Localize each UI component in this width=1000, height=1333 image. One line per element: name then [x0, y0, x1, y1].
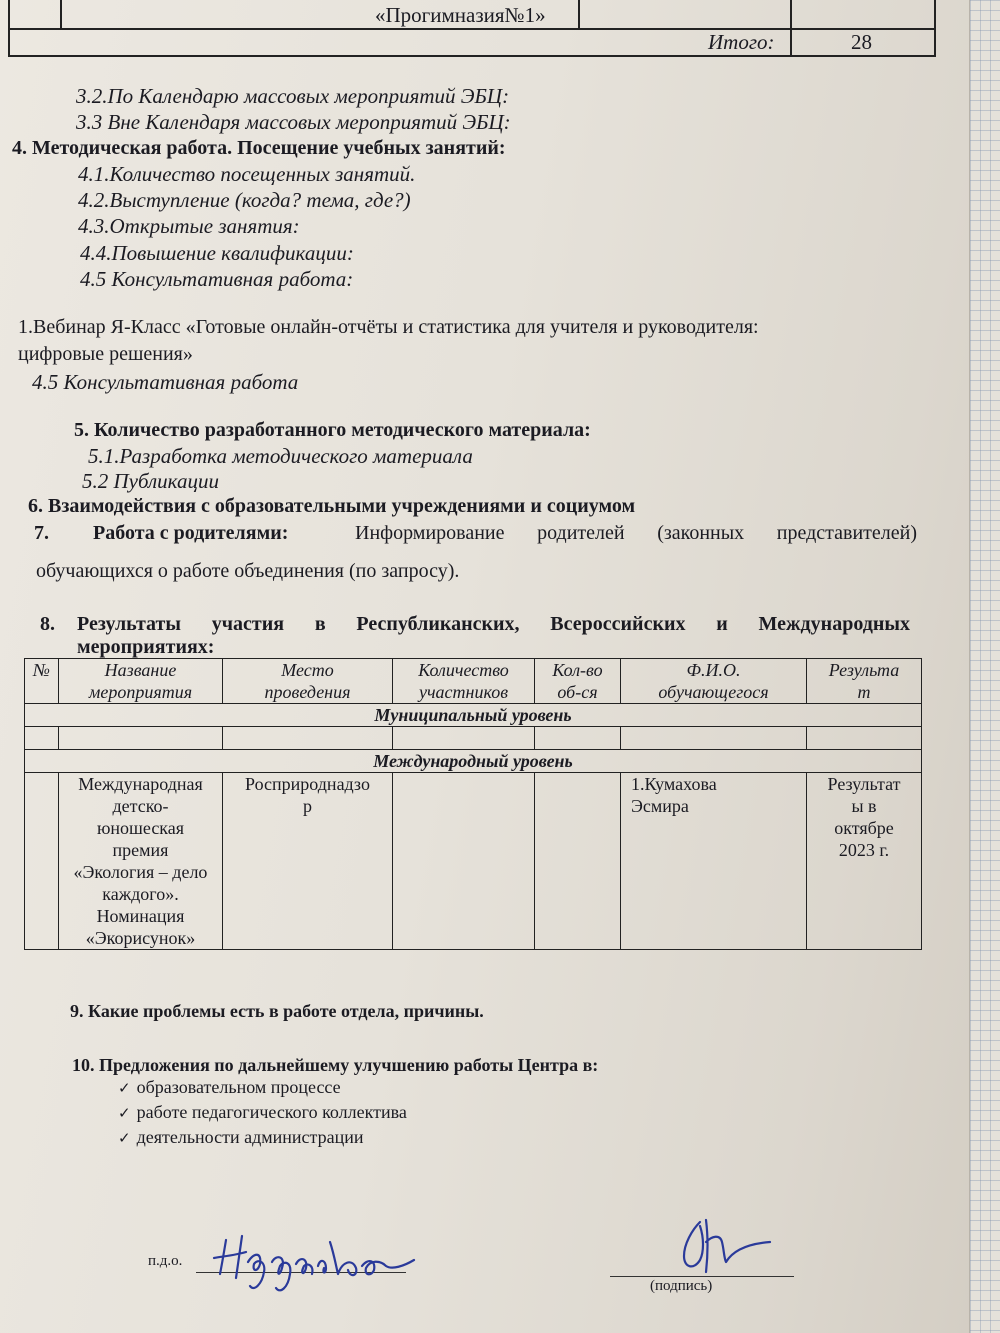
- proposal-item-2: ✓ работе педагогического коллектива: [118, 1102, 407, 1122]
- section-8-heading-2: мероприятиях:: [77, 636, 215, 658]
- header-result: Результа т: [807, 659, 922, 704]
- item-3-3: 3.3 Вне Календаря массовых мероприятий ЭБЦ:: [76, 110, 511, 134]
- checkmark-icon: ✓: [118, 1079, 131, 1097]
- proposal-item-1: ✓ образовательном процессе: [118, 1077, 341, 1097]
- grid-paper-edge: [969, 0, 1000, 1333]
- section-8-heading-1: Результаты участия в Республиканских, Всероссийских и Международных: [77, 613, 910, 635]
- section-6-heading: 6. Взаимодействия с образовательными учреждениями и социумом: [28, 495, 636, 517]
- section-4-heading: 4. Методическая работа. Посещение учебных занятий:: [12, 137, 506, 159]
- cell-event: Международная детско- юношеская премия «Экология – дело каждого». Номинация «Экорисунок»: [59, 773, 223, 950]
- header-students: Кол-во об-ся: [535, 659, 621, 704]
- item-3-2: 3.2.По Календарю массовых мероприятий ЭБЦ:: [76, 84, 510, 108]
- section-5-heading: 5. Количество разработанного методического материала:: [74, 419, 591, 441]
- section-10-heading: 10. Предложения по дальнейшему улучшению работы Центра в:: [72, 1055, 599, 1075]
- item-4-1: 4.1.Количество посещенных занятий.: [78, 162, 416, 186]
- table-row-empty: [25, 727, 922, 750]
- proposal-item-3: ✓ деятельности администрации: [118, 1127, 364, 1147]
- handwritten-signature: [660, 1212, 780, 1282]
- total-label: Итого:: [708, 30, 775, 54]
- webinar-line-1: 1.Вебинар Я-Класс «Готовые онлайн-отчёты и статистика для учителя и руководителя:: [18, 316, 759, 338]
- header-fio: Ф.И.О. обучающегося: [621, 659, 807, 704]
- table-header-row: [25, 659, 922, 704]
- cell-fio: 1.Кумахова Эсмира: [621, 773, 807, 950]
- section-9-heading: 9. Какие проблемы есть в работе отдела, причины.: [70, 1001, 484, 1021]
- section-7-text-2: обучающихся о работе объединения (по запросу).: [36, 560, 460, 582]
- level-row-international: [25, 750, 922, 773]
- item-5-1: 5.1.Разработка методического материала: [88, 444, 473, 468]
- item-5-2: 5.2 Публикации: [82, 469, 219, 493]
- handwritten-surname-signature: [196, 1222, 426, 1302]
- cell-result: Результат ы в октябре 2023 г.: [807, 773, 922, 950]
- section-8-number: 8.: [40, 613, 55, 635]
- cell-count: [393, 773, 535, 950]
- section-7-number: 7.: [34, 522, 49, 544]
- cell-num: [25, 773, 59, 950]
- role-label: п.д.о.: [148, 1253, 183, 1269]
- section-7-heading: Работа с родителями:: [93, 522, 289, 544]
- level-municipal: Муниципальный уровень: [25, 704, 922, 727]
- header-event: Название мероприятия: [59, 659, 223, 704]
- item-4-5: 4.5 Консультативная работа:: [80, 267, 354, 291]
- level-row-municipal: [25, 704, 922, 727]
- webinar-line-2: цифровые решения»: [18, 343, 193, 365]
- header-count: Количество участников: [393, 659, 535, 704]
- header-num: №: [25, 659, 59, 704]
- section-7-text-1: Информирование родителей (законных представителей): [355, 522, 917, 544]
- total-value: 28: [851, 30, 872, 54]
- checkmark-icon: ✓: [118, 1104, 131, 1122]
- checkmark-icon: ✓: [118, 1129, 131, 1147]
- cell-students: [535, 773, 621, 950]
- level-international: Международный уровень: [25, 750, 922, 773]
- item-4-2: 4.2.Выступление (когда? тема, где?): [78, 188, 411, 212]
- header-place: Место проведения: [223, 659, 393, 704]
- item-4-3: 4.3.Открытые занятия:: [78, 214, 300, 238]
- cell-place: Росприроднадзо р: [223, 773, 393, 950]
- results-table: [24, 658, 922, 950]
- signature-caption: (подпись): [650, 1278, 713, 1294]
- table-row: [25, 773, 922, 950]
- org-name-cell: «Прогимназия№1»: [375, 3, 546, 27]
- consult-repeat: 4.5 Консультативная работа: [32, 370, 299, 394]
- item-4-4: 4.4.Повышение квалификации:: [80, 241, 354, 265]
